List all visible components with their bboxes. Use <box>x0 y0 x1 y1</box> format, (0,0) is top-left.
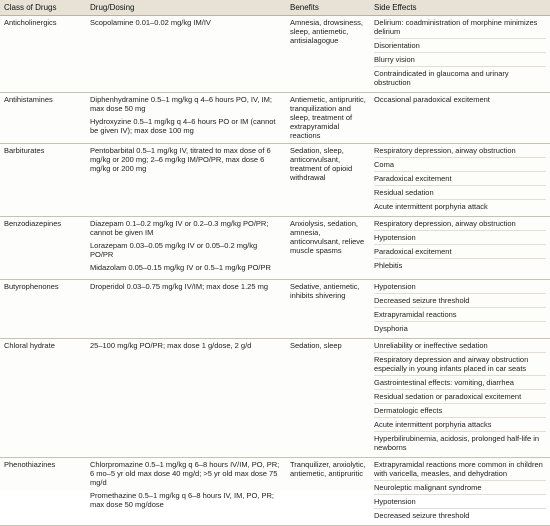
side-effect-line: Coma <box>374 160 546 172</box>
side-effect-line: Paradoxical excitement <box>374 174 546 186</box>
side-effect-line: Decreased seizure threshold <box>374 296 546 308</box>
side-effect-line: Hypotension <box>374 233 546 245</box>
table-header-row <box>0 0 550 16</box>
side-effect-line: Delirium: coadministration of morphine minimizes delirium <box>374 18 546 39</box>
table-row <box>0 217 550 280</box>
dosing-line: Hydroxyzine 0.5–1 mg/kg q 4–6 hours PO or IM (cannot be given IV); max dose 100 mg <box>90 117 276 135</box>
dosing-cell <box>86 339 286 458</box>
dosing-cell <box>86 16 286 93</box>
side-effect-line: Gastrointestinal effects: vomiting, diarrhea <box>374 378 546 390</box>
table-row <box>0 93 550 144</box>
drug-class-cell: Anticholinergics <box>0 16 86 93</box>
dosing-cell <box>86 93 286 144</box>
side-effect-line: Residual sedation or paradoxical excitement <box>374 392 546 404</box>
drug-class-cell: Phenothiazines <box>0 458 86 526</box>
dosing-line: 25–100 mg/kg PO/PR; max dose 1 g/dose, 2 g/d <box>90 341 252 350</box>
side-effect-line: Extrapyramidal reactions more common in children with varicella, measles, and dehydration <box>374 460 546 481</box>
table-row <box>0 280 550 339</box>
benefits-cell: Sedation, sleep, anticonvulsant, treatment of opioid withdrawal <box>286 144 370 217</box>
dosing-line: Midazolam 0.05–0.15 mg/kg IV or 0.5–1 mg/kg PO/PR <box>90 263 271 272</box>
side-effect-line: Disorientation <box>374 41 546 53</box>
drug-class-cell: Butyrophenones <box>0 280 86 339</box>
dosing-cell <box>86 280 286 339</box>
side-effects-cell <box>370 93 550 144</box>
side-effect-line: Occasional paradoxical excitement <box>374 95 490 104</box>
dosing-cell <box>86 144 286 217</box>
benefits-cell: Antiemetic, antipruritic, tranquilization and sleep, treatment of extrapyramidal reactions <box>286 93 370 144</box>
side-effect-line: Dermatologic effects <box>374 406 546 418</box>
dosing-line: Scopolamine 0.01–0.02 mg/kg IM/IV <box>90 18 211 27</box>
drug-class-cell: Barbiturates <box>0 144 86 217</box>
benefits-cell: Anxiolysis, sedation, amnesia, anticonvulsant, relieve muscle spasms <box>286 217 370 280</box>
side-effect-line: Blurry vision <box>374 55 546 67</box>
drug-class-cell: Benzodiazepines <box>0 217 86 280</box>
drug-class-cell: Antihistamines <box>0 93 86 144</box>
side-effects-cell <box>370 16 550 93</box>
side-effect-line: Acute intermittent porphyria attacks <box>374 420 546 432</box>
side-effect-line: Acute intermittent porphyria attack <box>374 202 488 211</box>
side-effects-cell <box>370 339 550 458</box>
side-effect-line: Hypotension <box>374 282 546 294</box>
dosing-line: Promethazine 0.5–1 mg/kg q 6–8 hours IV, IM, PO, PR; max dose 50 mg/dose <box>90 491 274 509</box>
dosing-line: Diazepam 0.1–0.2 mg/kg IV or 0.2–0.3 mg/kg PO/PR; cannot be given IM <box>90 219 269 237</box>
side-effect-line: Respiratory depression and airway obstruction especially in young infants placed in car seats <box>374 355 546 376</box>
header-dosing: Drug/Dosing <box>86 0 286 16</box>
header-benefits: Benefits <box>286 0 370 16</box>
dosing-line: Pentobarbital 0.5–1 mg/kg IV, titrated to max dose of 6 mg/kg or 200 mg; 2–6 mg/kg IM/PO/PR, max dose 6 mg/kg or 200 mg <box>90 146 271 173</box>
side-effect-line: Paradoxical excitement <box>374 247 546 259</box>
side-effect-line: Neuroleptic malignant syndrome <box>374 483 546 495</box>
dosing-line: Lorazepam 0.03–0.05 mg/kg IV or 0.05–0.2 mg/kg PO/PR <box>90 241 258 259</box>
table-body <box>0 16 550 526</box>
side-effect-line: Hyperbilirubinemia, acidosis, prolonged half-life in newborns <box>374 434 540 452</box>
side-effect-line: Phlebitis <box>374 261 403 270</box>
side-effects-cell <box>370 217 550 280</box>
table-row <box>0 16 550 93</box>
drug-class-cell: Chloral hydrate <box>0 339 86 458</box>
header-side-effects: Side Effects <box>370 0 550 16</box>
side-effect-line: Residual sedation <box>374 188 546 200</box>
benefits-cell: Tranquilizer, anxiolytic, antiemetic, antipruritic <box>286 458 370 526</box>
side-effect-line: Unreliability or ineffective sedation <box>374 341 546 353</box>
side-effect-line: Respiratory depression, airway obstruction <box>374 219 546 231</box>
benefits-cell: Amnesia, drowsiness, sleep, antiemetic, antisialagogue <box>286 16 370 93</box>
side-effect-line: Contraindicated in glaucoma and urinary obstruction <box>374 69 509 87</box>
table-row <box>0 458 550 526</box>
benefits-cell: Sedation, sleep <box>286 339 370 458</box>
table-row <box>0 144 550 217</box>
side-effect-line: Dysphoria <box>374 324 408 333</box>
header-class: Class of Drugs <box>0 0 86 16</box>
dosing-line: Chlorpromazine 0.5–1 mg/kg q 6–8 hours IV/IM, PO, PR; 6 mo–5 yr old max dose 40 mg/d; >5 yr old max dose 75 mg/d <box>90 460 280 487</box>
side-effect-line: Respiratory depression, airway obstruction <box>374 146 546 158</box>
dosing-cell <box>86 217 286 280</box>
benefits-cell: Sedative, antiemetic, inhibits shivering <box>286 280 370 339</box>
side-effects-cell <box>370 458 550 526</box>
dosing-line: Diphenhydramine 0.5–1 mg/kg q 4–6 hours PO, IV, IM; max dose 50 mg <box>90 95 272 113</box>
side-effects-cell <box>370 280 550 339</box>
dosing-cell <box>86 458 286 526</box>
dosing-line: Droperidol 0.03–0.75 mg/kg IV/IM; max dose 1.25 mg <box>90 282 269 291</box>
side-effect-line: Hypotension <box>374 497 546 509</box>
table-row <box>0 339 550 458</box>
side-effects-cell <box>370 144 550 217</box>
side-effect-line: Extrapyramidal reactions <box>374 310 546 322</box>
side-effect-line: Decreased seizure threshold <box>374 511 470 520</box>
